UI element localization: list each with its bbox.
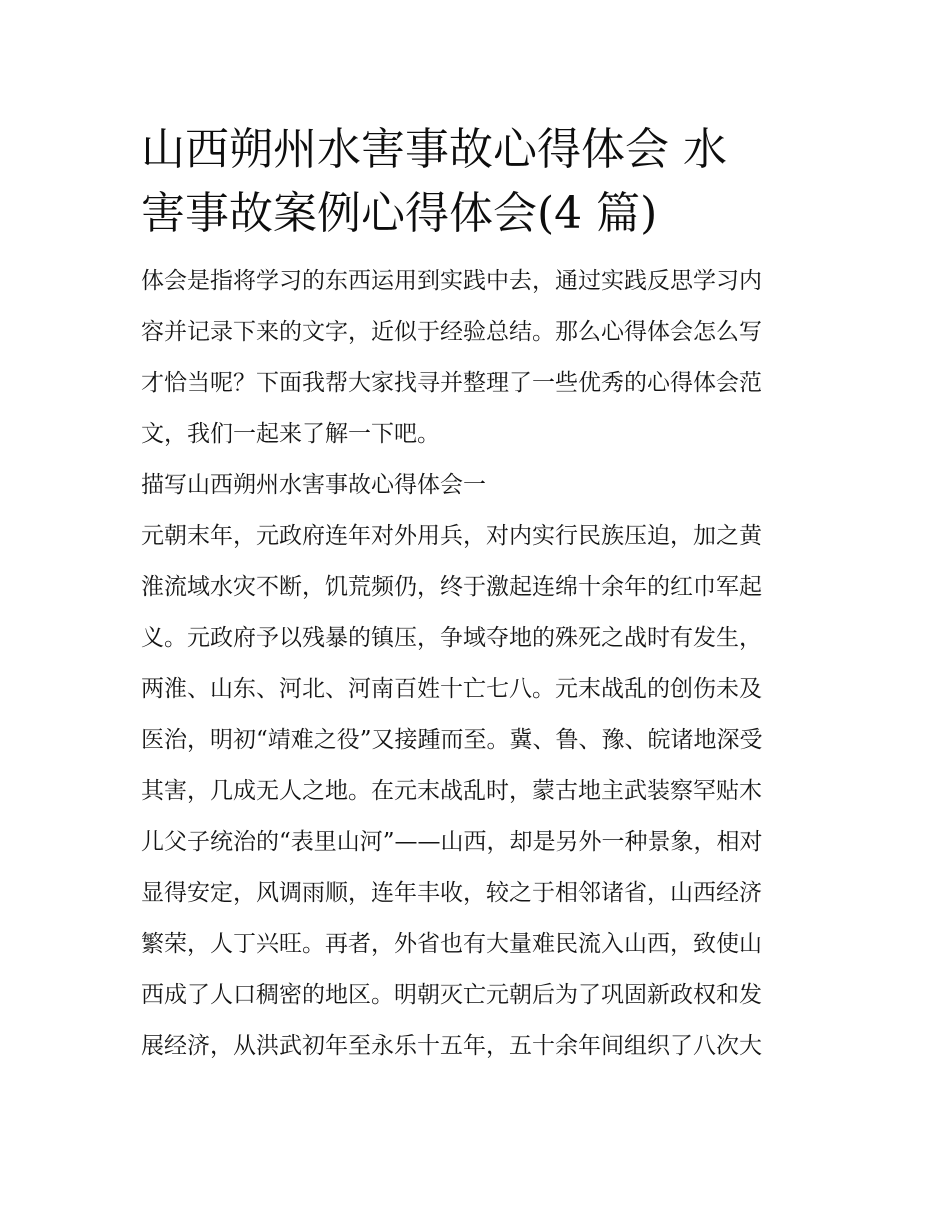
section-heading: 描写山西朔州水害事故心得体会一 <box>141 472 486 498</box>
section-line: 展经济，从洪武初年至永乐十五年，五十余年间组织了八次大 <box>141 1033 762 1059</box>
section-line: 医治，明初“靖难之役”又接踵而至。冀、鲁、豫、皖诸地深受 <box>141 727 763 753</box>
document-content <box>141 118 813 1072</box>
section-line: 儿父子统治的“表里山河”——山西，却是另外一种景象，相对 <box>141 829 763 855</box>
intro-line: 容并记录下来的文字，近似于经验总结。那么心得体会怎么写 <box>141 319 762 345</box>
section-line: 显得安定，风调雨顺，连年丰收，较之于相邻诸省，山西经济 <box>141 880 762 906</box>
section-paragraph <box>141 511 813 1072</box>
section-line: 元朝末年，元政府连年对外用兵，对内实行民族压迫，加之黄 <box>141 523 762 549</box>
section-line: 两淮、山东、河北、河南百姓十亡七八。元末战乱的创伤未及 <box>141 676 762 702</box>
intro-line: 才恰当呢？下面我帮大家找寻并整理了一些优秀的心得体会范 <box>141 370 762 396</box>
section-line: 繁荣，人丁兴旺。再者，外省也有大量难民流入山西，致使山 <box>141 931 762 957</box>
title-line: 害事故案例心得体会(4 篇) <box>141 188 658 239</box>
intro-line: 体会是指将学习的东西运用到实践中去，通过实践反思学习内 <box>141 268 762 294</box>
title-line: 山西朔州水害事故心得体会 水 <box>141 124 727 175</box>
intro-line: 文，我们一起来了解一下吧。 <box>141 421 440 447</box>
section-line: 义。元政府予以残暴的镇压，争域夺地的殊死之战时有发生， <box>141 625 762 651</box>
section-line: 西成了人口稠密的地区。明朝灭亡元朝后为了巩固新政权和发 <box>141 982 762 1008</box>
intro-paragraph <box>141 256 813 460</box>
section-line: 淮流域水灾不断，饥荒频仍，终于激起连绵十余年的红巾军起 <box>141 574 762 600</box>
document-title <box>141 118 813 246</box>
section-line: 其害，几成无人之地。在元末战乱时，蒙古地主武装察罕贴木 <box>141 778 762 804</box>
